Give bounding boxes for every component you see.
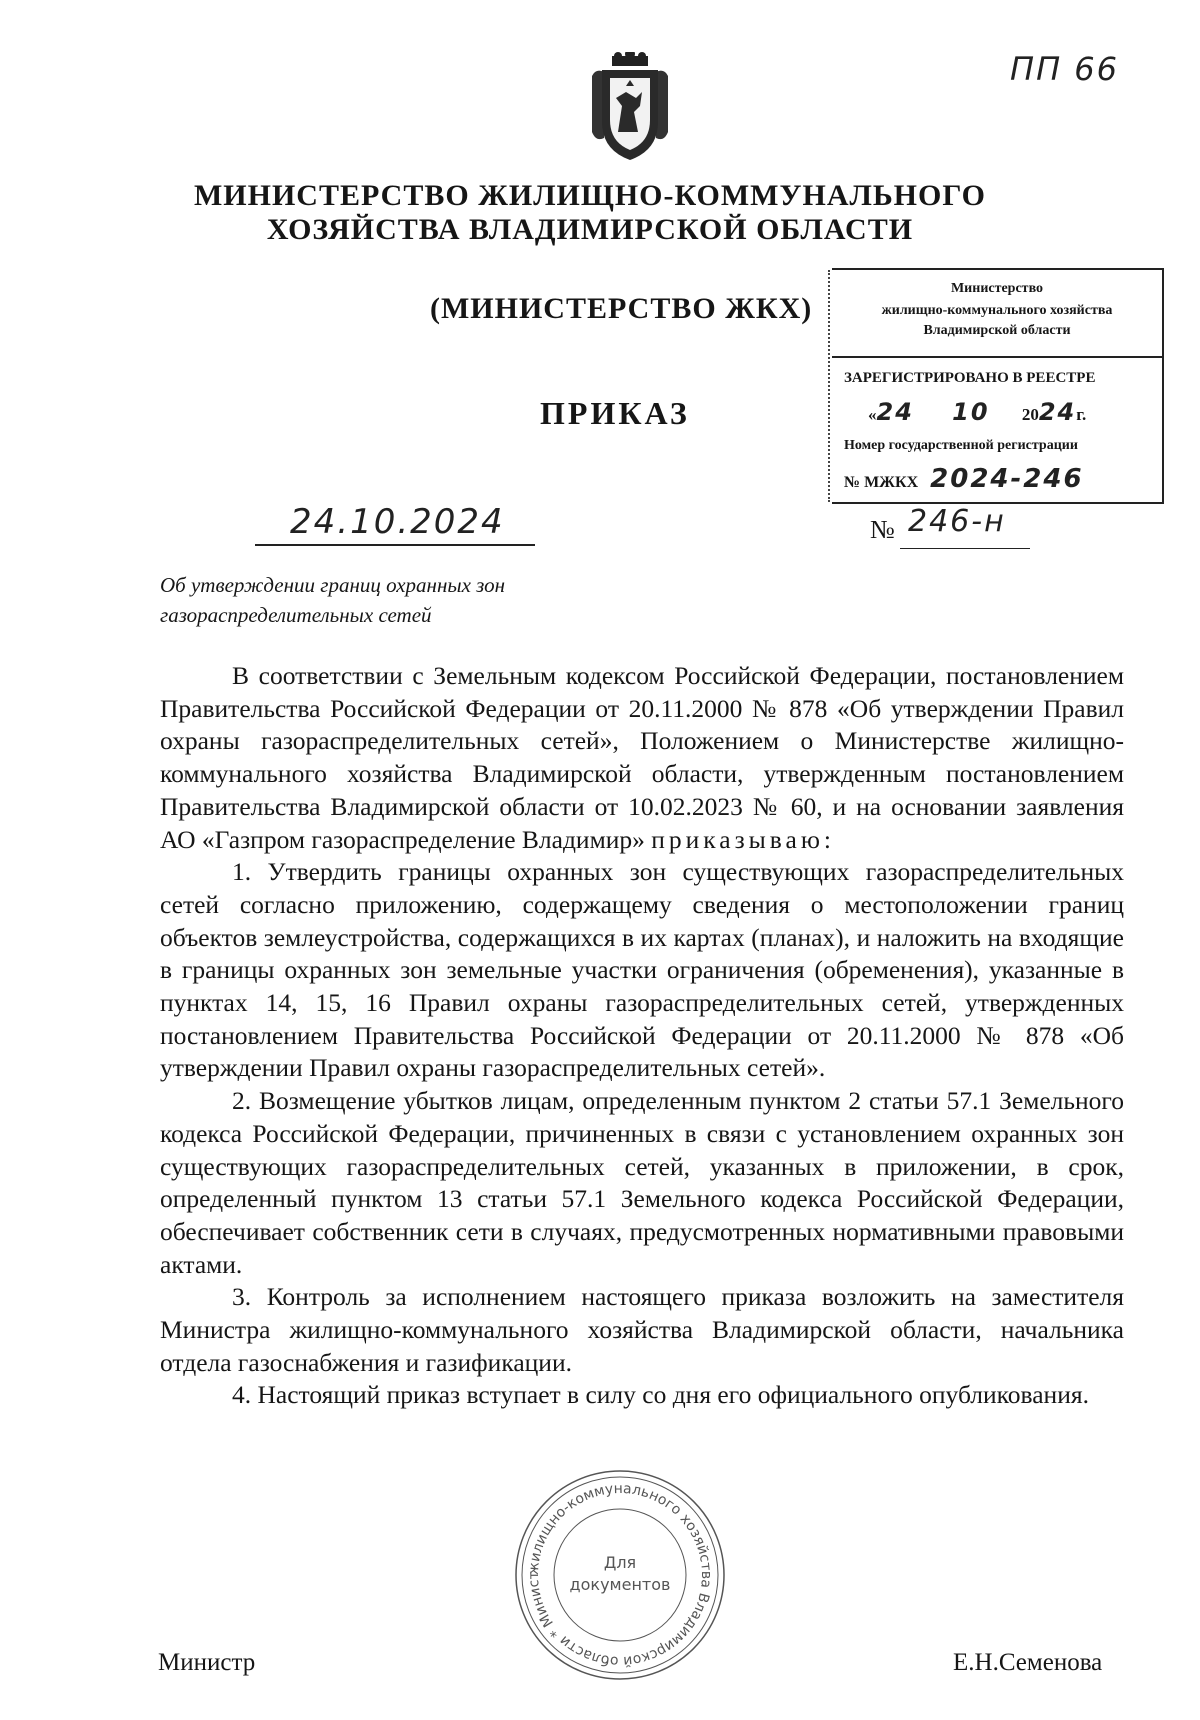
order-item-4: 4. Настоящий приказ вступает в силу со дня его официального опубликования.: [232, 1380, 1089, 1410]
order-number: 246-н: [908, 504, 1006, 539]
preamble-paragraph: [160, 660, 1124, 856]
order-word: приказываю:: [651, 824, 835, 854]
stamp-date-day: 24: [876, 398, 914, 426]
document-title: ПРИКАЗ: [540, 395, 690, 431]
order-subject: [160, 570, 620, 630]
official-seal: [510, 1465, 730, 1690]
stamp-organization: [832, 270, 1162, 342]
stamp-reg-number-prefix: № МЖКХ: [844, 474, 919, 491]
stamp-left-border: [828, 270, 830, 502]
order-number-label: №: [870, 515, 895, 544]
signer-position: Министр: [158, 1649, 256, 1676]
order-date-underline: [255, 544, 535, 546]
seal-ring-text: жилищно-коммунального хозяйства Владимирской области * Минист: [525, 1480, 715, 1670]
order-item-2: 2. Возмещение убытков лицам, определенным пунктом 2 статьи 57.1 Земельного кодекса Российской Федерации, причиненных в связи с установлением охранных зон существующих газораспределительных сетей, указанных в приложении, в срок, определенный пунктом 13 статьи 57.1 Земельного кодекса Российской Федерации, обеспечивает собственник сети в случаях, предусмотренных нормативными правовыми актами.: [160, 1086, 1124, 1279]
ministry-name-line2: ХОЗЯЙСТВА ВЛАДИМИРСКОЙ ОБЛАСТИ: [266, 213, 914, 246]
stamp-org-line3: Владимирской области: [923, 323, 1071, 338]
order-number-underline: [900, 548, 1030, 549]
stamp-org-line1: Министерство: [950, 281, 1044, 296]
order-body: [160, 660, 1124, 1412]
stamp-reg-number-label: Номер государственной регистрации: [844, 438, 1078, 453]
stamp-registered-label: ЗАРЕГИСТРИРОВАНО В РЕЕСТРЕ: [844, 370, 1096, 386]
stamp-date-month: 10: [952, 398, 990, 426]
stamp-reg-number: [844, 464, 1084, 494]
stamp-date-year-suffix: 24: [1038, 398, 1077, 426]
ministry-name-line1: МИНИСТЕРСТВО ЖИЛИЩНО-КОММУНАЛЬНОГО: [193, 179, 987, 212]
preamble-text: В соответствии с Земельным кодексом Российской Федерации, постановлением Правительства Российской Федерации от 20.11.2000 № 878 «Об утверждении Правил охраны газораспределительных сетей», Положением о Министерстве жилищно-коммунального хозяйства Владимирской области, утвержденным постановлением Правительства Владимирской области от 10.02.2023 № 60, и на основании заявления АО «Газпром газораспределение Владимир»: [160, 661, 1124, 854]
coat-of-arms-icon: [582, 52, 678, 169]
seal-center-line2: документов: [569, 1575, 671, 1594]
stamp-reg-number-value: 2024-246: [930, 464, 1084, 494]
seal-center-line1: Для: [603, 1553, 637, 1572]
handwritten-corner-mark: ПП 66: [1010, 50, 1120, 88]
registration-stamp: [832, 268, 1164, 504]
stamp-date-suffix: г.: [1076, 405, 1087, 424]
order-item-3: 3. Контроль за исполнением настоящего приказа возложить на заместителя Министра жилищно-коммунального хозяйства Владимирской области, начальника отдела газоснабжения и газификации.: [160, 1282, 1124, 1377]
stamp-registration-date: «24 10 2024г.: [868, 398, 1087, 426]
ministry-abbreviation: (МИНИСТЕРСТВО ЖКХ): [430, 292, 813, 325]
order-subject-line1: Об утверждении границ охранных зон: [160, 573, 506, 597]
signer-name: Е.Н.Семенова: [953, 1649, 1103, 1676]
stamp-org-line2: жилищно-коммунального хозяйства: [881, 303, 1113, 318]
order-subject-line2: газораспределительных сетей: [160, 603, 432, 627]
stamp-divider: [832, 356, 1162, 358]
order-date: 24.10.2024: [290, 502, 505, 542]
stamp-date-year-prefix: 20: [1021, 405, 1039, 424]
order-item-1: 1. Утвердить границы охранных зон существующих газораспределительных сетей согласно приложению, содержащему сведения о местоположении границ объектов землеустройства, содержащихся в их картах (планах), и наложить на входящие в границы охранных зон земельные участки ограничения (обременения), указанные в пунктах 14, 15, 16 Правил охраны газораспределительных сетей, утвержденных постановлением Правительства Российской Федерации от 20.11.2000 № 878 «Об утверждении Правил охраны газораспределительных сетей».: [160, 857, 1124, 1083]
